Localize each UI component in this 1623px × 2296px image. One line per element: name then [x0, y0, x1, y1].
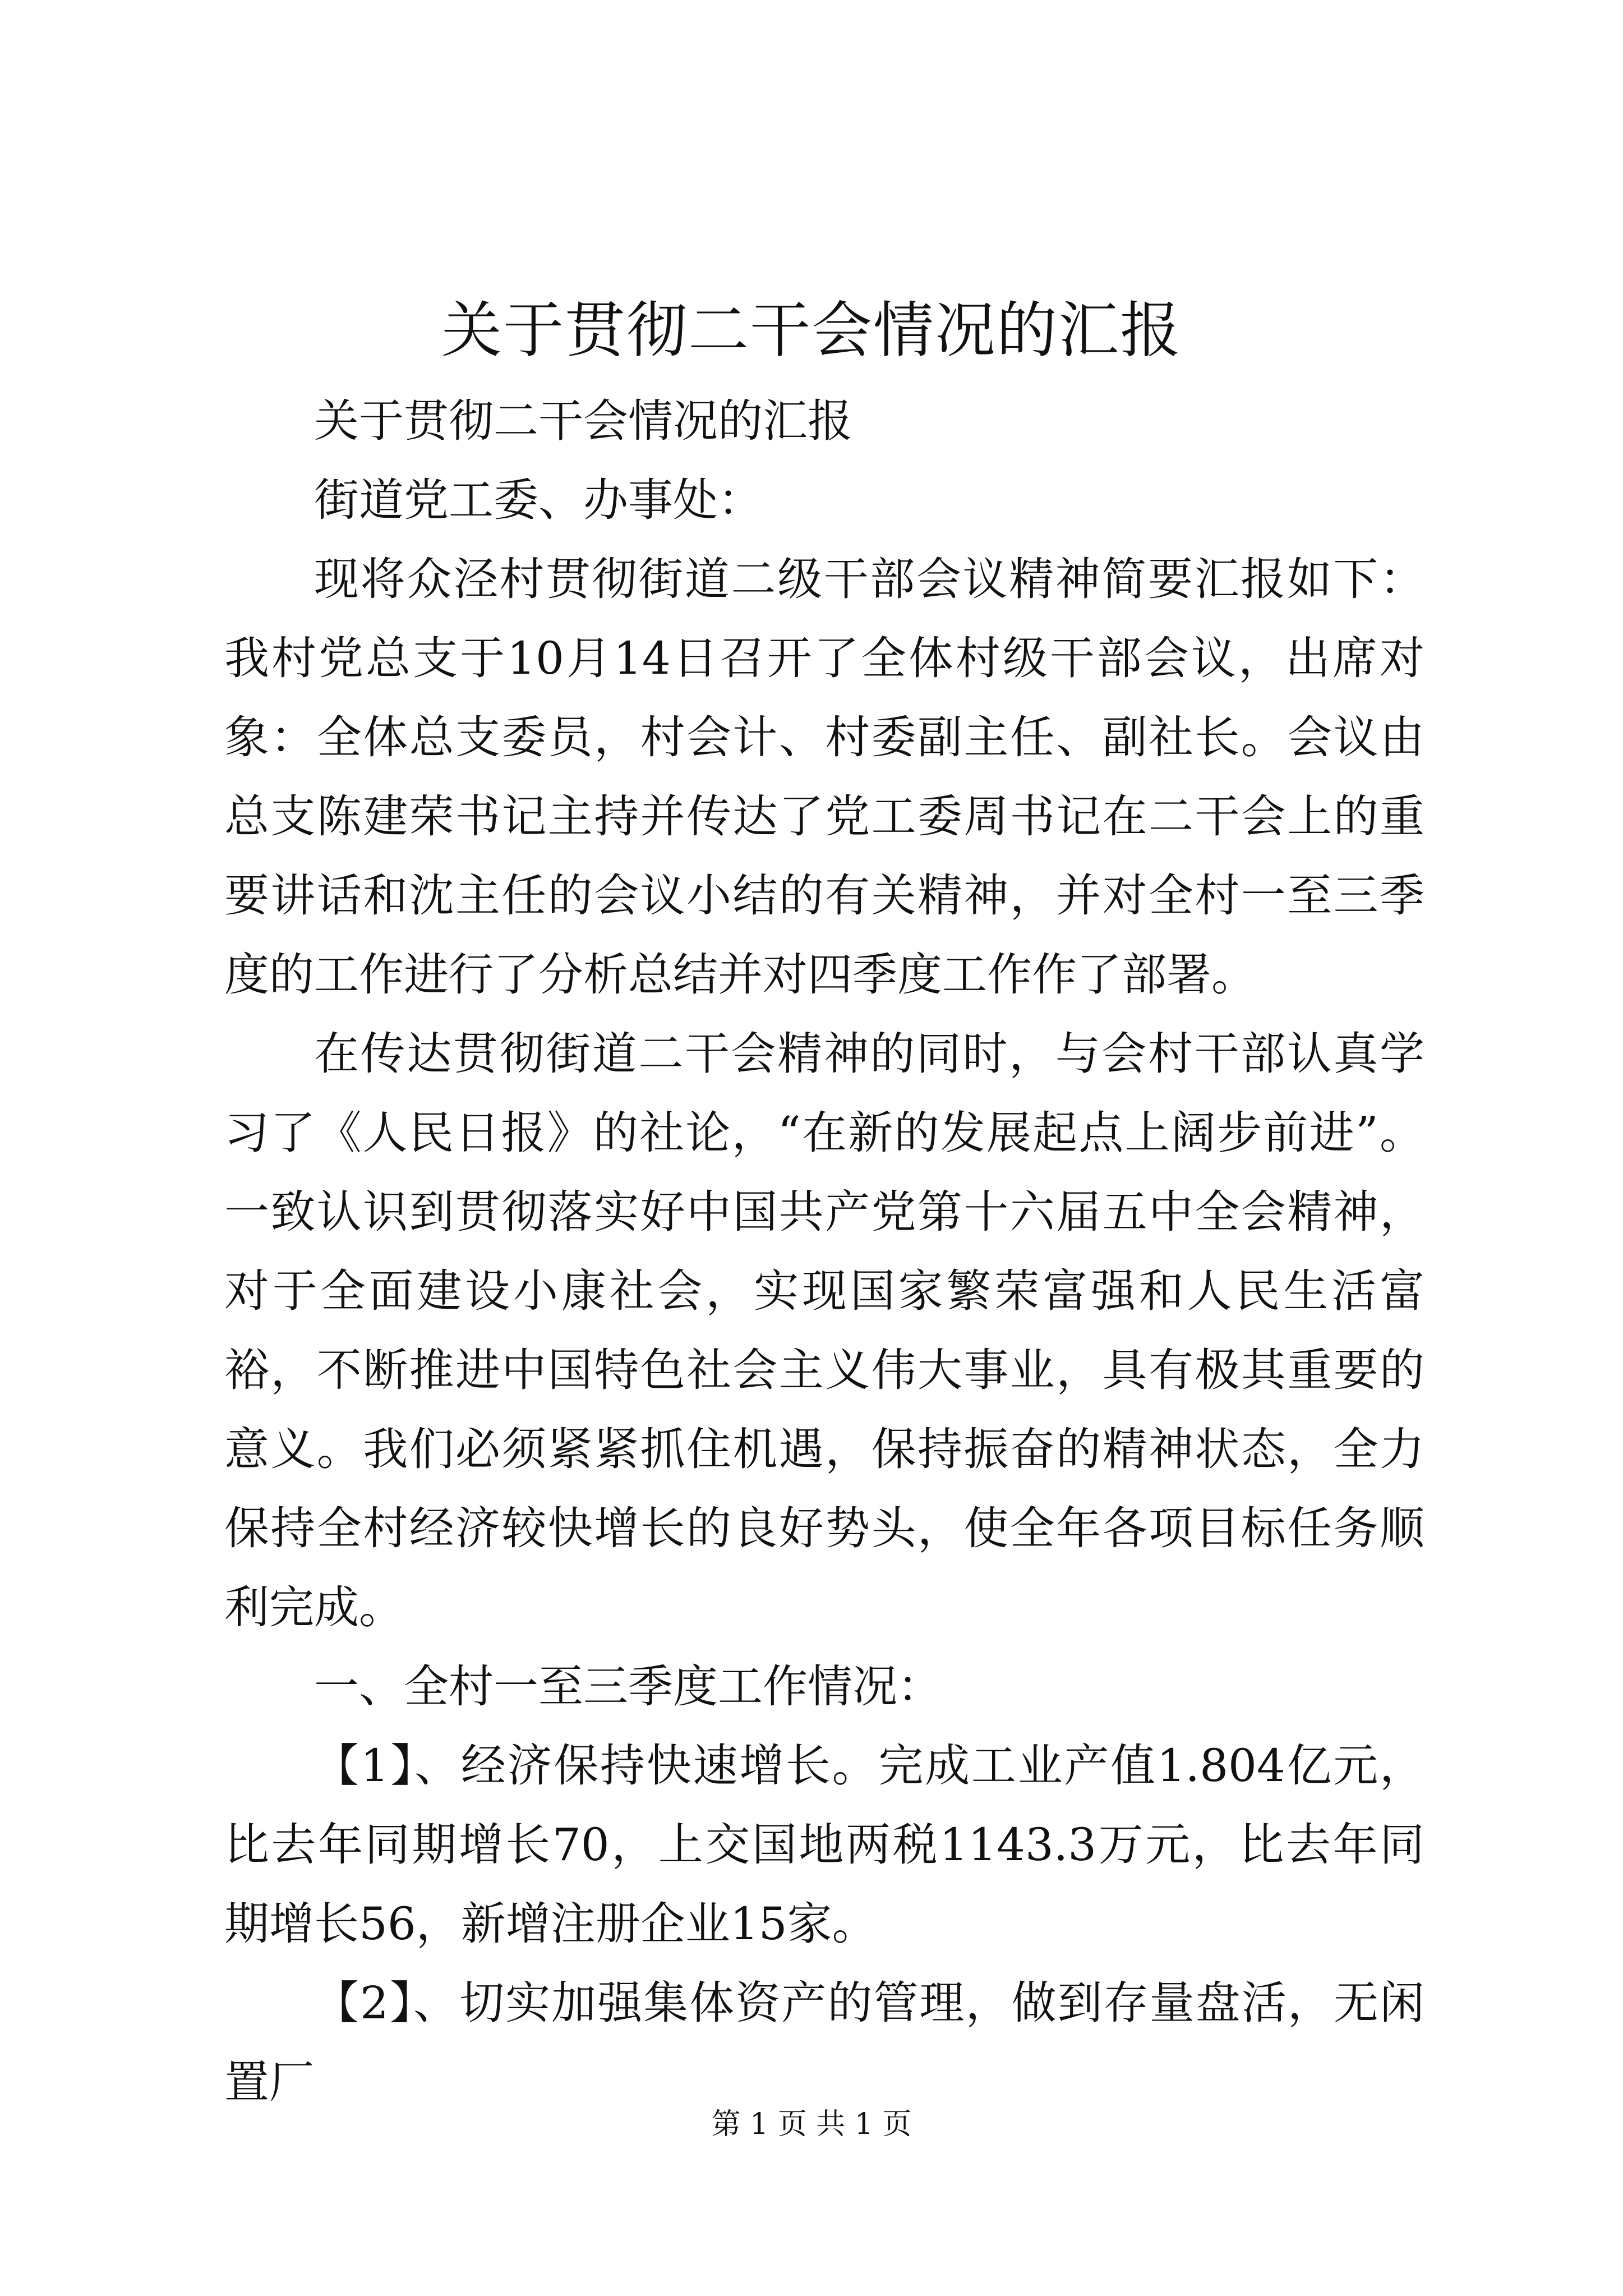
- document-title: 关于贯彻二干会情况的汇报: [441, 296, 1182, 366]
- paragraph-meeting-summary: 现将众泾村贯彻街道二级干部会议精神简要汇报如下：我村党总支于10月14日召开了全体村级干部会议，出席对象：全体总支委员，村会计、村委副主任、副社长。会议由总支陈建荣书记主持并传达了党工委周书记在二干会上的重要讲话和沈主任的会议小结的有关精神，并对全村一至三季度的工作进行了分析总结并对四季度工作作了部署。: [224, 553, 1424, 1001]
- page-footer: 第 1 页 共 1 页: [711, 2108, 912, 2141]
- document-body: [224, 381, 1424, 2122]
- paragraph-subtitle: 关于贯彻二干会情况的汇报: [314, 395, 852, 447]
- paragraph-item-2: 【2】、切实加强集体资产的管理，做到存量盘活，无闲置厂: [224, 1977, 1424, 2108]
- paragraph-item-1: 【1】、经济保持快速增长。完成工业产值1.804亿元，比去年同期增长70，上交国地两税1143.3万元，比去年同期增长56，新增注册企业15家。: [224, 1740, 1424, 1950]
- section-heading-1: 一、全村一至三季度工作情况：: [314, 1660, 942, 1713]
- paragraph-study-spirit: 在传达贯彻街道二干会精神的同时，与会村干部认真学习了《人民日报》的社论，“在新的发展起点上阔步前进”。一致认识到贯彻落实好中国共产党第十六届五中全会精神，对于全面建设小康社会，实现国家繁荣富强和人民生活富裕，不断推进中国特色社会主义伟大事业，具有极其重要的意义。我们必须紧紧抓住机遇，保持振奋的精神状态，全力保持全村经济较快增长的良好势头，使全年各项目标任务顺利完成。: [224, 1028, 1424, 1634]
- paragraph-salutation: 街道党工委、办事处：: [314, 474, 763, 526]
